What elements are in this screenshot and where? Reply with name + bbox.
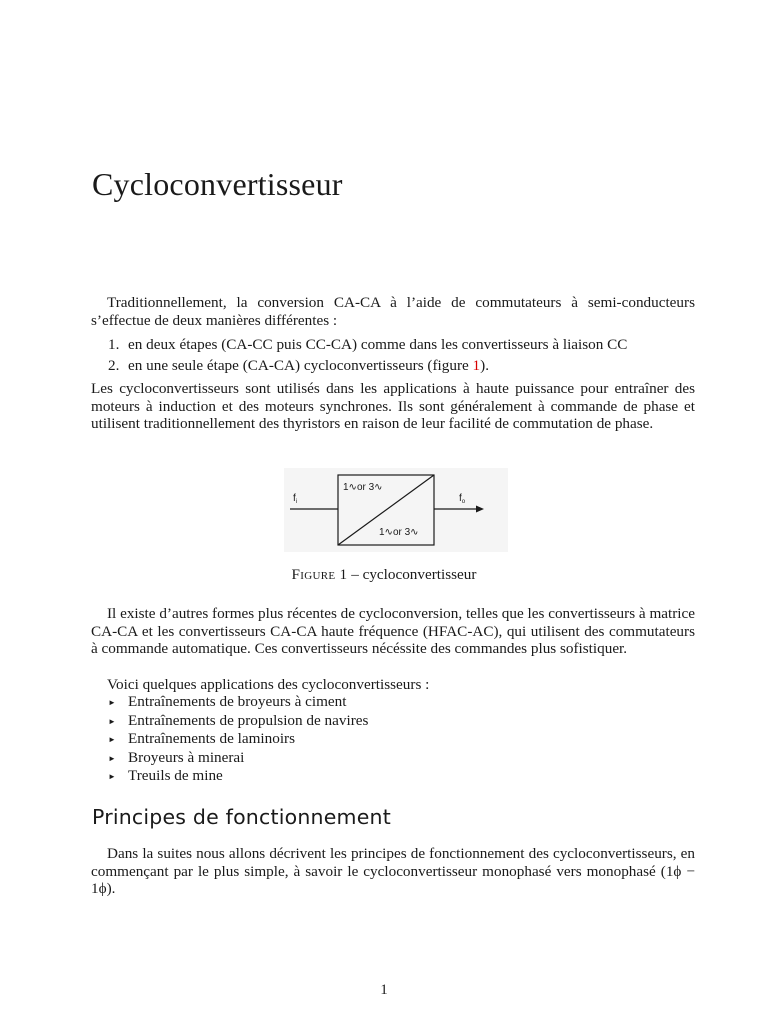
intro-paragraph [91, 294, 695, 329]
list-item [108, 334, 698, 355]
output-frequency-label: $f_o$ [459, 493, 466, 505]
forms-paragraph-text: Il existe d’autres formes plus récentes de cycloconversion, telles que les convertisseurs à matrice CA-CA et les convertisseurs CA-CA haute fréquence (HFAC-AC), qui utilisent des commutateurs à commande automatique. Ces convertisseurs nécéssite des commandes plus sofistiquer. [91, 605, 695, 658]
usage-paragraph: Les cycloconvertisseurs sont utilisés dans les applications à haute puissance pour entraîner des moteurs à induction et des moteurs synchrones. Ils sont généralement à commande de phase et utilisent traditionnellement des thyristors en raison de leur facilité de commutation de phase. [91, 380, 695, 433]
list-item-text: Entraînements de laminoirs [128, 730, 296, 748]
input-frequency-label: $f_i$ [293, 493, 298, 505]
figure-caption-label: Figure 1 [291, 566, 348, 583]
list-number: 1. [108, 336, 120, 353]
figure-caption [0, 566, 768, 584]
list-item-text: Treuils de mine [128, 767, 223, 785]
bullet-icon: ► [108, 698, 116, 707]
list-item-text: en une seule étape (CA-CA) cycloconvertisseurs (figure [128, 357, 473, 374]
cycloconverter-figure [284, 468, 508, 552]
output-arrow-icon [476, 506, 484, 513]
figure-caption-separator: – [347, 566, 363, 583]
list-item-text: Entraînements de broyeurs à ciment [128, 693, 347, 710]
applications-list [108, 693, 368, 786]
list-item-text: Broyeurs à minerai [128, 748, 245, 766]
list-number: 2. [108, 357, 120, 374]
forms-paragraph [91, 605, 695, 658]
document-title: Cycloconvertisseur [92, 166, 343, 202]
list-item [108, 767, 368, 786]
bullet-icon: ► [108, 753, 116, 763]
section-title: Principes de fonctionnement [92, 805, 391, 829]
list-item [108, 693, 368, 712]
list-item [108, 730, 368, 749]
bullet-icon: ► [108, 772, 116, 782]
output-phase-label: 1∿or 3∿ [379, 527, 419, 538]
principles-paragraph [91, 845, 695, 898]
intro-paragraph-text: Traditionnellement, la conversion CA-CA à l’aide de commutateurs à semi-conducteurs s’effectue de deux manières différentes : [91, 294, 695, 329]
applications-intro: Voici quelques applications des cycloconvertisseurs : [107, 676, 430, 693]
input-phase-label: 1∿or 3∿ [343, 482, 383, 493]
figure-caption-text: cycloconvertisseur [362, 566, 477, 583]
bullet-icon: ► [108, 716, 116, 726]
list-item [108, 749, 368, 768]
list-item-text-end: ). [480, 357, 489, 374]
cycloconverter-diagram [284, 468, 508, 552]
list-item-text: Entraînements de propulsion de navires [128, 711, 369, 729]
principles-paragraph-text: Dans la suites nous allons décrivent les principes de fonctionnement des cycloconvertisseurs, en commençant par le plus simple, à savoir le cycloconvertisseur monophasé vers monophasé (1ϕ − 1ϕ). [91, 845, 695, 898]
numbered-list [108, 334, 698, 376]
list-item [108, 712, 368, 731]
list-item [108, 355, 698, 376]
list-item-text: en deux étapes (CA-CC puis CC-CA) comme dans les convertisseurs à liaison CC [128, 336, 628, 353]
bullet-icon: ► [108, 735, 116, 745]
figure-reference-link[interactable]: 1 [472, 357, 481, 374]
page-number: 1 [380, 982, 388, 998]
